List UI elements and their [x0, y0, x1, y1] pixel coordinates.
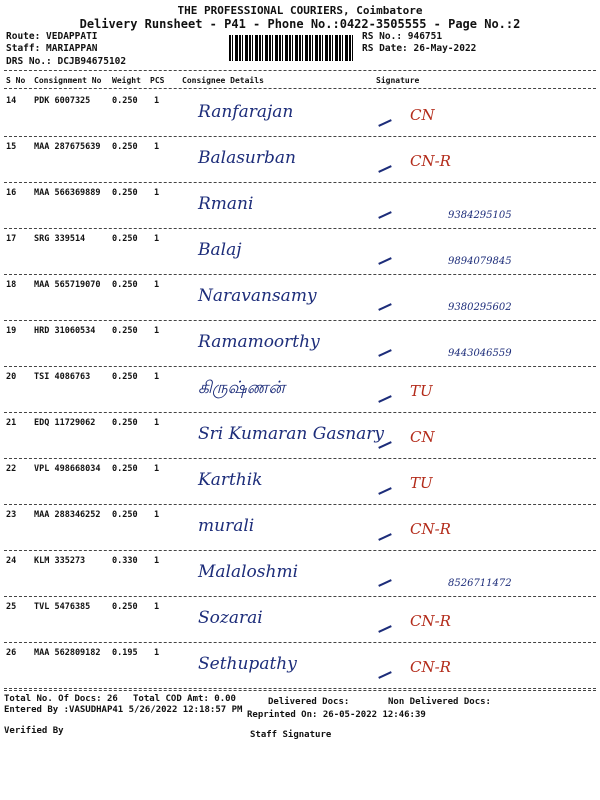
row-pcs: 1	[154, 648, 160, 658]
row-pcs: 1	[154, 188, 160, 198]
row-consignment-no: HRD 31060534	[34, 326, 96, 336]
row-weight: 0.250	[112, 372, 138, 382]
row-signature-phone: 8526711472	[448, 578, 512, 589]
row-weight: 0.250	[112, 188, 138, 198]
rs-number: RS No.: 946751	[362, 31, 443, 42]
row-consignment-no: TSI 4086763	[34, 372, 91, 382]
drs-number: DRS No.: DCJB94675102	[6, 56, 127, 67]
row-signature-phone: 9443046559	[448, 348, 512, 359]
check-mark-icon	[378, 349, 392, 357]
row-pcs: 1	[154, 418, 160, 428]
check-mark-icon	[378, 671, 392, 679]
total-docs: Total No. Of Docs: 26	[4, 694, 118, 704]
check-mark-icon	[378, 625, 392, 633]
check-mark-icon	[378, 119, 392, 127]
check-mark-icon	[378, 487, 392, 495]
col-header-consignment: Consignment No	[34, 76, 102, 85]
row-signature-mark: TU	[410, 382, 433, 400]
row-weight: 0.330	[112, 556, 138, 566]
table-row	[0, 460, 600, 506]
check-mark-icon	[378, 165, 392, 173]
row-weight: 0.195	[112, 648, 138, 658]
staff-label: Staff: MARIAPPAN	[6, 43, 98, 54]
row-consignment-no: MAA 565719070	[34, 280, 101, 290]
row-consignment-no: MAA 566369889	[34, 188, 101, 198]
footer-divider	[4, 690, 596, 691]
row-consignee-handwritten: கிருஷ்ணன்	[198, 378, 285, 398]
row-signature-phone: 9894079845	[448, 256, 512, 267]
row-pcs: 1	[154, 234, 160, 244]
row-divider	[4, 274, 596, 275]
row-signature-mark: TU	[410, 474, 433, 492]
staff-signature: Staff Signature	[250, 730, 332, 740]
row-weight: 0.250	[112, 96, 138, 106]
row-weight: 0.250	[112, 280, 138, 290]
row-sno: 20	[6, 372, 17, 382]
row-sno: 14	[6, 96, 17, 106]
row-consignee-handwritten: Ranfarajan	[198, 102, 294, 122]
table-row	[0, 276, 600, 322]
col-header-weight: Weight	[112, 76, 141, 85]
row-consignee-handwritten: Naravansamy	[198, 286, 317, 306]
row-weight: 0.250	[112, 234, 138, 244]
row-signature-mark: CN-R	[410, 520, 451, 538]
row-consignee-handwritten: Balaj	[198, 240, 242, 260]
row-signature-mark: CN-R	[410, 612, 451, 630]
header-divider-top	[4, 70, 596, 71]
col-header-pcs: PCS	[150, 76, 165, 85]
col-header-consignee: Consignee Details	[182, 76, 264, 85]
row-pcs: 1	[154, 372, 160, 382]
row-weight: 0.250	[112, 510, 138, 520]
entered-by: Entered By :VASUDHAP41 5/26/2022 12:18:57 PM	[4, 705, 243, 715]
row-pcs: 1	[154, 96, 160, 106]
row-consignee-handwritten: Sethupathy	[198, 654, 297, 674]
row-divider	[4, 136, 596, 137]
table-row	[0, 230, 600, 276]
row-sno: 15	[6, 142, 17, 152]
table-row	[0, 552, 600, 598]
row-pcs: 1	[154, 510, 160, 520]
row-sno: 18	[6, 280, 17, 290]
row-signature-mark: CN	[410, 428, 435, 446]
row-consignee-handwritten: Sri Kumaran Gasnary	[198, 424, 385, 444]
row-consignment-no: PDK 6007325	[34, 96, 91, 106]
row-consignee-handwritten: Rmani	[198, 194, 254, 214]
table-row	[0, 414, 600, 460]
row-consignee-handwritten: Malaloshmi	[198, 562, 299, 582]
row-divider	[4, 412, 596, 413]
row-signature-phone: 9380295602	[448, 302, 512, 313]
row-pcs: 1	[154, 142, 160, 152]
row-consignee-handwritten: murali	[198, 516, 255, 536]
table-row	[0, 598, 600, 644]
row-signature-mark: CN-R	[410, 658, 451, 676]
row-consignment-no: TVL 5476385	[34, 602, 91, 612]
runsheet-subtitle: Delivery Runsheet - P41 - Phone No.:0422-3505555 - Page No.:2	[79, 17, 521, 31]
check-mark-icon	[378, 303, 392, 311]
row-signature-phone: 9384295105	[448, 210, 512, 221]
row-signature-mark: CN	[410, 106, 435, 124]
non-delivered-docs: Non Delivered Docs:	[388, 697, 491, 707]
row-divider	[4, 228, 596, 229]
row-sno: 19	[6, 326, 17, 336]
check-mark-icon	[378, 211, 392, 219]
row-divider	[4, 366, 596, 367]
row-pcs: 1	[154, 556, 160, 566]
row-divider	[4, 642, 596, 643]
row-sno: 17	[6, 234, 17, 244]
row-divider	[4, 550, 596, 551]
company-title: THE PROFESSIONAL COURIERS, Coimbatore	[177, 4, 423, 17]
row-consignee-handwritten: Karthik	[198, 470, 263, 490]
row-consignment-no: MAA 562809182	[34, 648, 101, 658]
check-mark-icon	[378, 579, 392, 587]
total-cod: Total COD Amt: 0.00	[133, 694, 236, 704]
row-consignee-handwritten: Sozarai	[198, 608, 263, 628]
table-row	[0, 184, 600, 230]
row-weight: 0.250	[112, 602, 138, 612]
row-consignment-no: SRG 339514	[34, 234, 86, 244]
header-divider-bottom	[4, 88, 596, 89]
row-divider	[4, 596, 596, 597]
row-sno: 26	[6, 648, 17, 658]
row-consignment-no: MAA 288346252	[34, 510, 101, 520]
row-consignment-no: EDQ 11729062	[34, 418, 96, 428]
col-header-signature: Signature	[376, 76, 420, 85]
row-divider	[4, 504, 596, 505]
table-row	[0, 92, 600, 138]
rs-date: RS Date: 26-May-2022	[362, 43, 477, 54]
col-header-sno: S No	[6, 76, 26, 85]
row-divider	[4, 458, 596, 459]
verified-by: Verified By	[4, 726, 64, 736]
row-consignment-no: KLM 335273	[34, 556, 86, 566]
row-pcs: 1	[154, 326, 160, 336]
row-weight: 0.250	[112, 418, 138, 428]
row-weight: 0.250	[112, 464, 138, 474]
barcode-image	[229, 35, 353, 61]
table-row	[0, 138, 600, 184]
row-weight: 0.250	[112, 326, 138, 336]
row-divider	[4, 182, 596, 183]
row-sno: 22	[6, 464, 17, 474]
row-consignment-no: VPL 498668034	[34, 464, 101, 474]
row-pcs: 1	[154, 280, 160, 290]
row-sno: 23	[6, 510, 17, 520]
row-sno: 25	[6, 602, 17, 612]
table-row	[0, 506, 600, 552]
delivered-docs: Delivered Docs:	[268, 697, 350, 707]
row-divider	[4, 688, 596, 689]
table-row	[0, 322, 600, 368]
table-row	[0, 368, 600, 414]
row-divider	[4, 320, 596, 321]
row-sno: 21	[6, 418, 17, 428]
check-mark-icon	[378, 395, 392, 403]
route-label: Route: VEDAPPATI	[6, 31, 98, 42]
row-consignment-no: MAA 287675639	[34, 142, 101, 152]
check-mark-icon	[378, 257, 392, 265]
row-pcs: 1	[154, 602, 160, 612]
row-sno: 16	[6, 188, 17, 198]
row-signature-mark: CN-R	[410, 152, 451, 170]
check-mark-icon	[378, 533, 392, 541]
row-consignee-handwritten: Balasurban	[198, 148, 296, 168]
row-weight: 0.250	[112, 142, 138, 152]
table-row	[0, 644, 600, 690]
row-sno: 24	[6, 556, 17, 566]
reprinted-on: Reprinted On: 26-05-2022 12:46:39	[247, 710, 426, 720]
row-pcs: 1	[154, 464, 160, 474]
row-consignee-handwritten: Ramamoorthy	[198, 332, 320, 352]
